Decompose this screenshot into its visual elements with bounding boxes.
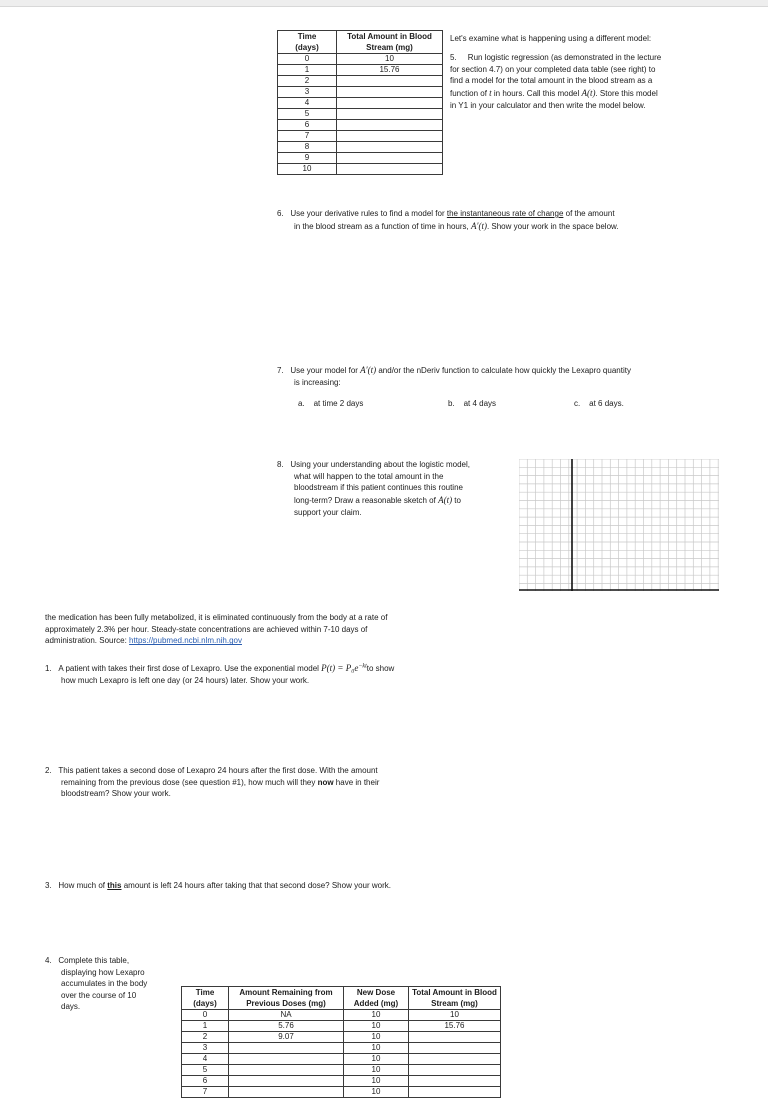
- header-unit: Stream (mg): [366, 43, 413, 52]
- table-row: [182, 1021, 501, 1032]
- cell-time: 10: [278, 164, 337, 175]
- question-5: [450, 52, 750, 111]
- table-header-row: [182, 987, 501, 1010]
- question-number: 5.: [450, 53, 457, 62]
- header-text: Time: [297, 32, 317, 41]
- question-number: 7.: [277, 366, 284, 375]
- question-number: 6.: [277, 209, 284, 218]
- column-header-time: [278, 31, 337, 54]
- cell-total[interactable]: [409, 1076, 501, 1087]
- cell-total[interactable]: [409, 1032, 501, 1043]
- question-line: for section 4.7) on your completed data table (see right) to: [450, 64, 656, 74]
- sketch-grid[interactable]: [519, 459, 719, 591]
- part-label: a.: [298, 399, 305, 408]
- math-variable: t: [489, 87, 492, 98]
- cell-time: 1: [278, 65, 337, 76]
- table-row: [182, 1076, 501, 1087]
- table-row: [278, 131, 443, 142]
- cell-new-dose: 10: [344, 1054, 409, 1065]
- question-text: This patient takes a second dose of Lexapro 24 hours after the first dose. With the amount: [58, 766, 378, 775]
- grid-lines: [519, 459, 719, 591]
- question-text: and/or the nDeriv function to calculate how quickly the Lexapro quantity: [376, 366, 631, 375]
- intro-line: Let's examine what is happening using a different model:: [450, 34, 652, 43]
- table-row: [278, 164, 443, 175]
- table-row: [182, 1043, 501, 1054]
- table-row: [278, 153, 443, 164]
- header-unit: Stream (mg): [431, 999, 478, 1008]
- question-text: . Show your work in the space below.: [486, 221, 619, 231]
- question-line: bloodstream if this patient continues this routine: [294, 483, 463, 493]
- cell-new-dose: 10: [344, 1010, 409, 1021]
- cell-time: 3: [182, 1043, 229, 1054]
- table-row: [182, 1065, 501, 1076]
- question-line: Run logistic regression (as demonstrated in the lecture: [467, 53, 662, 62]
- cell-new-dose: 10: [344, 1021, 409, 1032]
- cell-new-dose: 10: [344, 1043, 409, 1054]
- cell-remaining[interactable]: [229, 1065, 344, 1076]
- cell-time: 0: [182, 1010, 229, 1021]
- question-line: in Y1 in your calculator and then write the model below.: [450, 100, 646, 110]
- cell-total[interactable]: 15.76: [409, 1021, 501, 1032]
- question-7c: [574, 398, 624, 410]
- cell-time: 4: [182, 1054, 229, 1065]
- math-model: A′(t): [470, 220, 487, 231]
- cell-total[interactable]: [337, 76, 443, 87]
- cell-time: 2: [182, 1032, 229, 1043]
- table-header-row: [278, 31, 443, 54]
- question-number: 2.: [45, 766, 52, 775]
- column-header-new-dose: [344, 987, 409, 1010]
- question-text: function of: [450, 88, 490, 98]
- cell-remaining[interactable]: 9.07: [229, 1032, 344, 1043]
- question-number: 4.: [45, 956, 52, 965]
- header-unit: (days): [193, 999, 217, 1008]
- question-1: [45, 662, 485, 687]
- question-text: How much of: [58, 881, 108, 890]
- cell-remaining[interactable]: [229, 1054, 344, 1065]
- cell-total[interactable]: [337, 98, 443, 109]
- cell-remaining[interactable]: [229, 1087, 344, 1098]
- question-line: bloodstream? Show your work.: [61, 789, 171, 799]
- table-row: [278, 98, 443, 109]
- cell-total[interactable]: [337, 164, 443, 175]
- cell-time: 4: [278, 98, 337, 109]
- question-8: [277, 459, 517, 518]
- cell-time: 5: [278, 109, 337, 120]
- question-text: of the amount: [563, 209, 615, 218]
- table-row: [278, 54, 443, 65]
- table-row: [278, 109, 443, 120]
- question-line: days.: [61, 1002, 81, 1012]
- question-2: [45, 765, 485, 800]
- question-text: to: [452, 495, 461, 505]
- cell-time: 6: [278, 120, 337, 131]
- part-text: at time 2 days: [313, 399, 364, 408]
- header-unit: Added (mg): [353, 999, 399, 1008]
- math-model: P(t) = P₀e: [321, 663, 359, 673]
- question-4: [45, 955, 165, 1013]
- math-model: A′(t): [360, 365, 377, 375]
- question-7b: [448, 398, 496, 410]
- part-text: at 6 days.: [589, 399, 624, 408]
- cell-total[interactable]: [337, 87, 443, 98]
- question-text: to show: [366, 664, 395, 673]
- table-row: [182, 1054, 501, 1065]
- emphasized-word: now: [317, 777, 334, 787]
- question-number: 1.: [45, 664, 52, 673]
- table-row: [278, 76, 443, 87]
- question-line: is increasing:: [294, 378, 341, 388]
- column-header-remaining: [229, 987, 344, 1010]
- cell-time: 3: [278, 87, 337, 98]
- cell-time: 5: [182, 1065, 229, 1076]
- cell-remaining[interactable]: [229, 1043, 344, 1054]
- cell-new-dose: 10: [344, 1087, 409, 1098]
- cell-new-dose: 10: [344, 1065, 409, 1076]
- question-text: Use your derivative rules to find a model for: [290, 209, 447, 218]
- cell-time: 0: [278, 54, 337, 65]
- cell-total[interactable]: [409, 1054, 501, 1065]
- part-label: b.: [448, 399, 455, 408]
- cell-remaining[interactable]: 5.76: [229, 1021, 344, 1032]
- question-text: Using your understanding about the logistic model,: [290, 460, 471, 469]
- question-line: find a model for the total amount in the blood stream as a: [450, 76, 653, 86]
- cell-new-dose: 10: [344, 1032, 409, 1043]
- cell-total[interactable]: [409, 1043, 501, 1054]
- intro-text: [450, 33, 750, 45]
- question-line: over the course of 10: [61, 990, 137, 1000]
- header-text: Amount Remaining from: [239, 988, 333, 997]
- cell-time: 1: [182, 1021, 229, 1032]
- question-text: amount is left 24 hours after taking that that second dose? Show your work.: [121, 881, 391, 890]
- question-text: in hours. Call this model: [491, 88, 582, 98]
- column-header-total: [337, 31, 443, 54]
- question-text: have in their: [333, 777, 380, 787]
- paragraph-line: approximately 2.3% per hour. Steady-state concentrations are achieved within 7-10 days of: [45, 624, 368, 634]
- math-model: A(t): [438, 494, 453, 505]
- header-text: Total Amount in Blood: [412, 988, 497, 997]
- table-row: [182, 1010, 501, 1021]
- question-line: support your claim.: [294, 507, 362, 517]
- question-text: in the blood stream as a function of time in hours,: [294, 221, 471, 231]
- cell-new-dose: 10: [344, 1076, 409, 1087]
- header-text: Total Amount in Blood: [347, 32, 432, 41]
- header-unit: Previous Doses (mg): [246, 999, 326, 1008]
- table-row: [278, 142, 443, 153]
- cell-total[interactable]: [409, 1087, 501, 1098]
- cell-time: 9: [278, 153, 337, 164]
- question-7a: [298, 398, 363, 410]
- cell-time: 2: [278, 76, 337, 87]
- question-line: what will happen to the total amount in the: [294, 471, 444, 481]
- cell-total[interactable]: [409, 1065, 501, 1076]
- question-text: . Store this model: [595, 88, 658, 98]
- cell-total[interactable]: [337, 142, 443, 153]
- underlined-phrase: the instantaneous rate of change: [446, 209, 564, 218]
- table-row: [182, 1032, 501, 1043]
- cell-time: 7: [278, 131, 337, 142]
- table-row: [278, 120, 443, 131]
- cell-time: 8: [278, 142, 337, 153]
- math-model: A(t): [581, 87, 596, 98]
- question-line: displaying how Lexapro: [61, 967, 145, 977]
- table-row: [278, 87, 443, 98]
- part-text: at 4 days: [463, 399, 497, 408]
- question-6: [277, 208, 757, 233]
- header-text: Time: [195, 988, 215, 997]
- emphasized-word: this: [107, 881, 122, 890]
- question-number: 3.: [45, 881, 52, 890]
- cell-remaining[interactable]: NA: [229, 1010, 344, 1021]
- table-row: [182, 1087, 501, 1098]
- question-3: [45, 880, 485, 892]
- cell-total[interactable]: [337, 120, 443, 131]
- column-header-time: [182, 987, 229, 1010]
- question-line: [45, 777, 485, 789]
- question-7: [277, 364, 757, 389]
- header-unit: (days): [295, 43, 319, 52]
- cell-total[interactable]: [337, 131, 443, 142]
- cell-remaining[interactable]: [229, 1076, 344, 1087]
- accumulation-table: [181, 986, 501, 1098]
- source-link[interactable]: https://pubmed.ncbi.nlm.nih.gov: [129, 636, 242, 646]
- question-text: A patient with takes their first dose of Lexapro. Use the exponential model: [58, 664, 322, 673]
- question-text: long-term? Draw a reasonable sketch of: [294, 495, 439, 505]
- math-exponent: −kt: [358, 663, 367, 670]
- header-text: New Dose: [356, 988, 396, 997]
- cell-time: 6: [182, 1076, 229, 1087]
- question-line: accumulates in the body: [61, 979, 148, 989]
- table-row: [278, 65, 443, 76]
- paragraph-text: administration. Source:: [45, 636, 130, 646]
- question-text: remaining from the previous dose (see question #1), how much will they: [61, 777, 318, 787]
- cell-total[interactable]: 10: [337, 54, 443, 65]
- question-number: 8.: [277, 460, 284, 469]
- question-text: Use your model for: [290, 366, 361, 375]
- cell-total[interactable]: [337, 153, 443, 164]
- paragraph-line: the medication has been fully metabolized, it is eliminated continuously from the body at a rate of: [45, 613, 388, 622]
- cell-total[interactable]: [337, 109, 443, 120]
- cell-total[interactable]: 15.76: [337, 65, 443, 76]
- cell-time: 7: [182, 1087, 229, 1098]
- page-top-edge: [0, 0, 768, 7]
- top-data-table: [277, 30, 443, 175]
- question-text: Complete this table,: [58, 956, 130, 965]
- column-header-total: [409, 987, 501, 1010]
- background-paragraph: [45, 612, 465, 647]
- cell-total[interactable]: 10: [409, 1010, 501, 1021]
- question-line: how much Lexapro is left one day (or 24 hours) later. Show your work.: [61, 676, 310, 686]
- part-label: c.: [574, 399, 581, 408]
